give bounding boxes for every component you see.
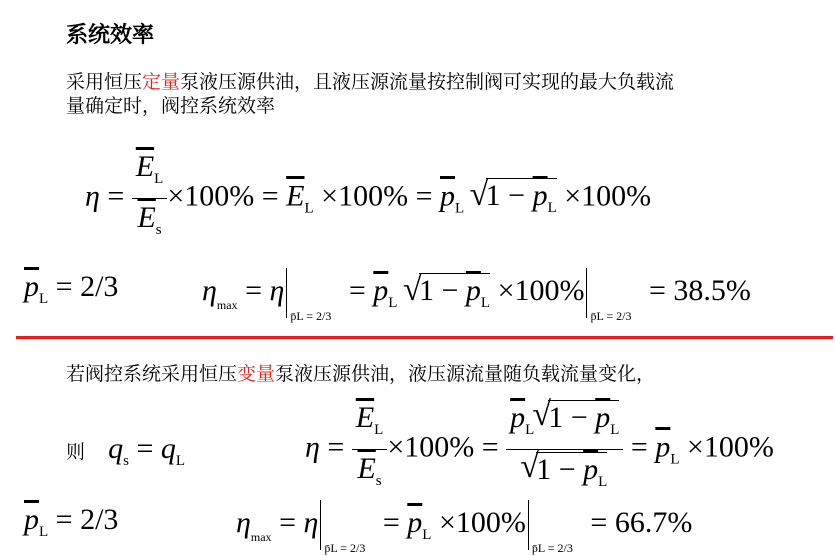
result-value-2: 66.7% — [614, 505, 693, 539]
section-divider — [16, 336, 833, 339]
then-clause: 则 $q_s = q_L$ — [66, 432, 186, 469]
sqrt-ratio-fraction: $\overline{p}_L$ √ $1 - \overline{p}_L$ √ $1 - \overline{p}_L$ — [506, 400, 623, 499]
eta-symbol: η — [85, 179, 100, 213]
paragraph-constant-flow — [66, 70, 826, 118]
para2-highlight: 变量 — [237, 363, 276, 385]
para1-highlight: 定量 — [142, 71, 181, 93]
then-label: 则 — [66, 441, 86, 463]
sqrt-term: √ $1 - \overline{p}_L$ — [472, 178, 557, 217]
condition-pressure-ratio-1: $\overline{p}_L = 2/3$ — [24, 270, 119, 307]
max-efficiency-equation-1: $\eta_{max} = \eta$ p̄L = 2/3 = $\overline{p}_L$ √ $1 - \overline{p}_L \times 100\%$ p̄L = 2/3 = 38.5% — [202, 268, 751, 318]
para1-line2: 量确定时，阀控系统效率 — [66, 95, 276, 117]
para1-text-b: 泵液压源供油，且液压源流量按控制阀可实现的最大负载流 — [180, 71, 675, 93]
energy-ratio-fraction: $\frac{\overline{E}_L}{\overline{E}_s}$ — [132, 150, 168, 247]
efficiency-equation-variable: η = $\frac{\overline{E}_L}{\overline{E}_s}$ ×100% = $\overline{p}_L$ √ $1 - \overline{p}_L$ √ $1 - \overline{p}_L$ = $\overline{p}_L \times 100\%$ — [305, 400, 774, 499]
efficiency-equation: η = $\frac{\overline{E}_L}{\overline{E}_s}$ $\times 100\% = \overline{E}_L \times 100\% = \overline{p}_L$ √ $1 - \overline{p}_L \times 100\%$ — [85, 150, 651, 247]
condition-pressure-ratio-2: $\overline{p}_L = 2/3$ — [24, 503, 119, 540]
max-efficiency-equation-2: $\eta_{max} = \eta$ p̄L = 2/3 = $\overline{p}_L \times 100\%$ p̄L = 2/3 = 66.7% — [236, 500, 692, 550]
result-value-1: 38.5% — [673, 273, 751, 307]
evaluation-bar-2: p̄L = 2/3 — [586, 268, 587, 318]
para1-text-a: 采用恒压 — [66, 71, 143, 93]
section-title: 系统效率 — [66, 23, 155, 48]
paragraph-variable-flow: 若阀控系统采用恒压变量泵液压源供油，液压源流量随负载流量变化， — [66, 363, 656, 385]
evaluation-bar: p̄L = 2/3 — [286, 268, 287, 318]
